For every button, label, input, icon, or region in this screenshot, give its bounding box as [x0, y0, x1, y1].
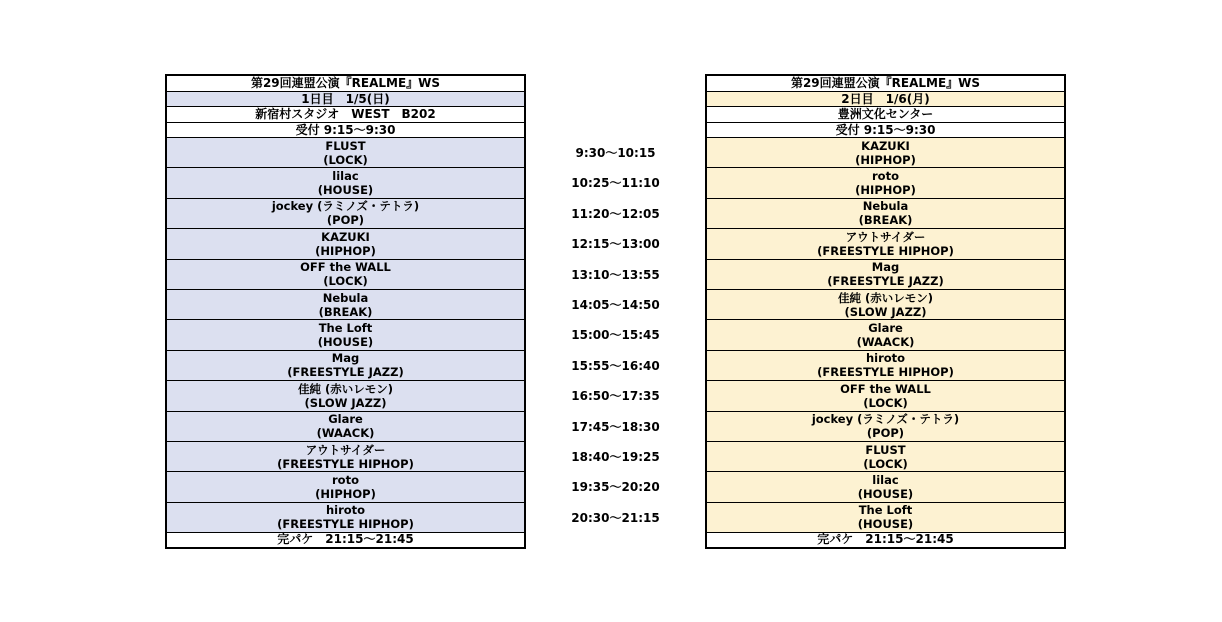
- slot-genre: (POP): [866, 426, 905, 441]
- slot-genre: (HIPHOP): [855, 152, 916, 167]
- slot-genre: (HOUSE): [317, 335, 374, 350]
- slot-name: Mag: [331, 351, 360, 366]
- slot-genre: (HIPHOP): [855, 183, 916, 198]
- slot-genre: (SLOW JAZZ): [844, 304, 927, 319]
- slot-name: OFF the WALL: [840, 381, 931, 396]
- slot-genre: (LOCK): [863, 456, 908, 471]
- day1-slots: [167, 138, 524, 533]
- day1-slot: [167, 199, 524, 229]
- time-slot: 15:55〜16:40: [571, 358, 660, 373]
- slot-genre: (SLOW JAZZ): [304, 395, 387, 410]
- slot-name: KAZUKI: [861, 138, 910, 153]
- slot-name: jockey (ラミノズ・テトラ): [271, 199, 420, 214]
- time-slot: 11:20〜12:05: [571, 206, 660, 221]
- slot-genre: (HIPHOP): [315, 486, 376, 501]
- slot-name: roto: [332, 472, 359, 487]
- time-slot: 20:30〜21:15: [571, 510, 660, 525]
- day1-venue: 新宿村スタジオ WEST B202: [167, 107, 524, 123]
- slot-name: lilac: [872, 472, 899, 487]
- day1-footer: 完パケ 21:15〜21:45: [277, 532, 414, 547]
- day2-slot: [707, 472, 1064, 502]
- slot-genre: (FREESTYLE JAZZ): [827, 274, 944, 289]
- slot-name: Glare: [868, 321, 903, 336]
- day2-slot: [707, 351, 1064, 381]
- day2-slot: [707, 503, 1064, 533]
- day2-slots: [707, 138, 1064, 533]
- slot-genre: (FREESTYLE JAZZ): [287, 365, 404, 380]
- day1-slot: [167, 351, 524, 381]
- day2-slot: [707, 229, 1064, 259]
- slot-name: The Loft: [858, 503, 913, 518]
- slot-genre: (HOUSE): [317, 183, 374, 198]
- slot-genre: (HOUSE): [857, 517, 914, 532]
- slot-name: roto: [872, 169, 899, 184]
- time-slot: 16:50〜17:35: [571, 389, 660, 404]
- day1-schedule-table: [165, 74, 526, 549]
- slot-genre: (LOCK): [863, 395, 908, 410]
- slot-genre: (FREESTYLE HIPHOP): [817, 243, 954, 258]
- slot-genre: (FREESTYLE HIPHOP): [817, 365, 954, 380]
- slot-name: 佳純 (赤いレモン): [837, 290, 933, 305]
- day1-slot: [167, 290, 524, 320]
- day2-slot: [707, 260, 1064, 290]
- day2-slot: [707, 320, 1064, 350]
- slot-name: KAZUKI: [321, 229, 370, 244]
- slot-name: hiroto: [325, 503, 366, 518]
- slot-name: hiroto: [865, 351, 906, 366]
- day1-date: 1日目 1/5(日): [167, 92, 524, 108]
- day2-schedule-table: [705, 74, 1066, 549]
- day1-slot: [167, 381, 524, 411]
- day2-event-title: 第29回連盟公演『REALME』WS: [707, 76, 1064, 92]
- slot-genre: (BREAK): [318, 304, 373, 319]
- slot-name: The Loft: [318, 321, 373, 336]
- day1-slot: [167, 503, 524, 533]
- day2-reception: 受付 9:15〜9:30: [707, 123, 1064, 139]
- day2-slot: [707, 168, 1064, 198]
- day2-slot: [707, 381, 1064, 411]
- day2-slot: [707, 412, 1064, 442]
- slot-name: jockey (ラミノズ・テトラ): [811, 412, 960, 427]
- time-slot: 14:05〜14:50: [571, 297, 660, 312]
- day1-slot: [167, 472, 524, 502]
- slot-name: アウトサイダー: [845, 229, 926, 244]
- day1-slot: [167, 229, 524, 259]
- time-slot: 18:40〜19:25: [571, 449, 660, 464]
- slot-genre: (LOCK): [323, 152, 368, 167]
- day1-reception: 受付 9:15〜9:30: [167, 123, 524, 139]
- slot-name: Glare: [328, 412, 363, 427]
- day2-venue: 豊洲文化センター: [707, 107, 1064, 123]
- day1-slot: [167, 168, 524, 198]
- slot-name: FLUST: [325, 138, 366, 153]
- day1-slot: [167, 442, 524, 472]
- day2-slot: [707, 199, 1064, 229]
- time-column: [526, 138, 705, 533]
- day2-slot: [707, 290, 1064, 320]
- slot-name: lilac: [332, 169, 359, 184]
- slot-genre: (POP): [326, 213, 365, 228]
- day2-date: 2日目 1/6(月): [707, 92, 1064, 108]
- slot-genre: (LOCK): [323, 274, 368, 289]
- slot-name: 佳純 (赤いレモン): [297, 381, 393, 396]
- slot-genre: (WAACK): [856, 335, 915, 350]
- day1-slot: [167, 412, 524, 442]
- time-slot: 17:45〜18:30: [571, 419, 660, 434]
- slot-name: Mag: [871, 260, 900, 275]
- time-slot: 12:15〜13:00: [571, 237, 660, 252]
- day1-event-title: 第29回連盟公演『REALME』WS: [167, 76, 524, 92]
- day2-slot: [707, 442, 1064, 472]
- slot-genre: (FREESTYLE HIPHOP): [277, 517, 414, 532]
- slot-name: Nebula: [322, 290, 369, 305]
- day1-slot: [167, 320, 524, 350]
- time-slot: 9:30〜10:15: [575, 146, 656, 160]
- day2-slot: [707, 138, 1064, 168]
- slot-genre: (BREAK): [858, 213, 913, 228]
- slot-genre: (WAACK): [316, 426, 375, 441]
- slot-name: Nebula: [862, 199, 909, 214]
- slot-name: FLUST: [865, 442, 906, 457]
- time-slot: 15:00〜15:45: [571, 328, 660, 343]
- time-slot: 13:10〜13:55: [571, 267, 660, 282]
- slot-genre: (FREESTYLE HIPHOP): [277, 456, 414, 471]
- day2-footer: 完パケ 21:15〜21:45: [817, 532, 954, 547]
- slot-genre: (HIPHOP): [315, 243, 376, 258]
- time-slot: 10:25〜11:10: [571, 176, 660, 191]
- slot-name: OFF the WALL: [300, 260, 391, 275]
- day1-slot: [167, 138, 524, 168]
- time-slot: 19:35〜20:20: [571, 480, 660, 495]
- day1-slot: [167, 260, 524, 290]
- slot-genre: (HOUSE): [857, 486, 914, 501]
- slot-name: アウトサイダー: [305, 442, 386, 457]
